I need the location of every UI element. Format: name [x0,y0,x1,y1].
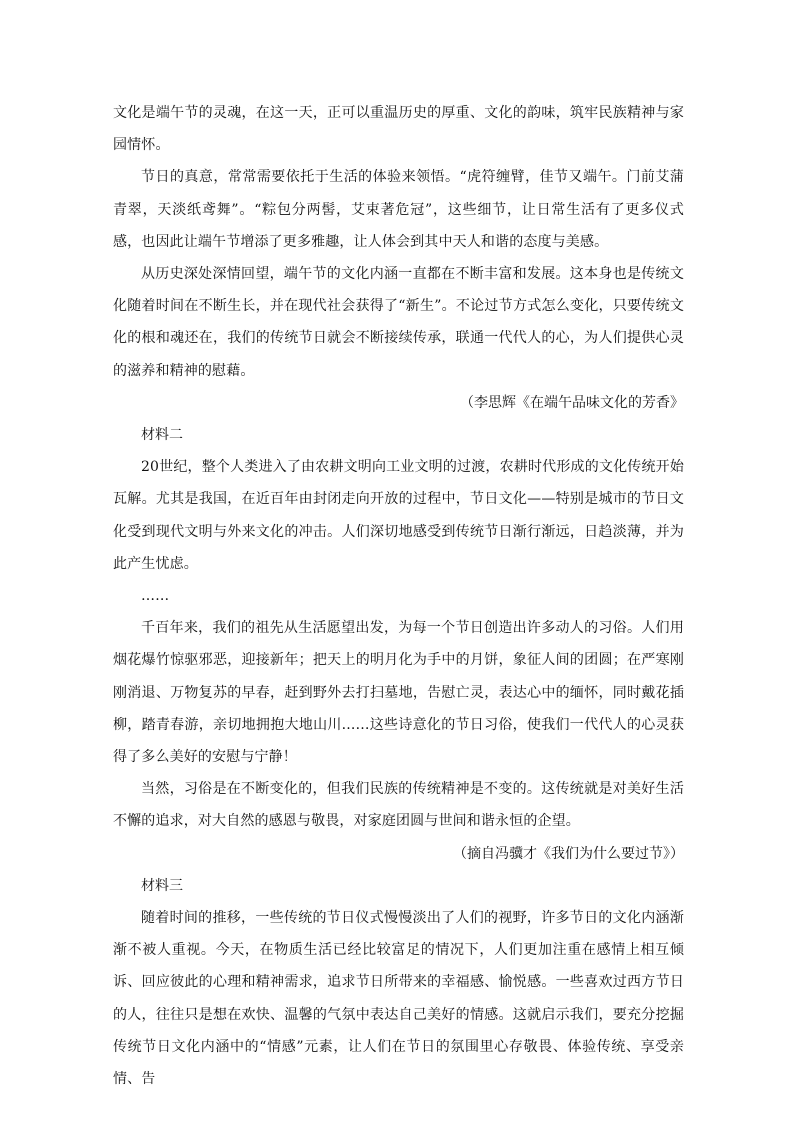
paragraph-2: 节日的真意，常常需要依托于生活的体验来领悟。“虎符缠臂，佳节又端午。门前艾蒲青翠，天淡纸鸢舞”。“粽包分两髻，艾束著危冠”，这些细节，让日常生活有了更多仪式感，也因此让端午节增添了更多雅趣，让人体会到其中天人和谐的态度与美感。 [113,169,684,250]
paragraph-7: 随着时间的推移，一些传统的节日仪式慢慢淡出了人们的视野，许多节日的文化内涵渐渐不被人重视。今天，在物质生活已经比较富足的情况下，人们更加注重在感情上相互倾诉、回应彼此的心理和精神需求，追求节日所带来的幸福感、愉悦感。一些喜欢过西方节日的人，往往只是想在欢快、温馨的气氛中表达自己美好的情感。这就启示我们，要充分挖掘传统节日文化内涵中的“情感”元素，让人们在节日的氛围里心存敬畏、体验传统、享受亲情、告 [113,910,684,1088]
paragraph-4: 20世纪，整个人类进入了由农耕文明向工业文明的过渡，农耕时代形成的文化传统开始瓦解。尤其是我国，在近百年由封闭走向开放的过程中，节日文化——特别是城市的节日文化受到现代文明与外来文化的冲击。人们深切地感受到传统节日渐行渐远，日趋淡薄，并为此产生忧虑。 [113,459,684,572]
paragraph-5: 千百年来，我们的祖先从生活愿望出发，为每一个节日创造出许多动人的习俗。人们用烟花爆竹惊驱邪恶，迎接新年；把天上的明月化为手中的月饼，象征人间的团圆；在严寒刚刚消退、万物复苏的早春，赶到野外去打扫墓地，告慰亡灵，表达心中的缅怀，同时戴花插柳，踏青春游，亲切地拥抱大地山川...…这些诗意化的节日习俗，使我们一代代人的心灵获得了多么美好的安慰与宁静！ [113,620,684,766]
paragraph-3: 从历史深处深情回望，端午节的文化内涵一直都在不断丰富和发展。这本身也是传统文化随着时间在不断生长，并在现代社会获得了“新生”。不论过节方式怎么变化，只要传统文化的根和魂还在，我们的传统节日就会不断接续传承，联通一代代人的心，为人们提供心灵的滋养和精神的慰藉。 [113,266,684,379]
ellipsis-line: …… [141,588,170,605]
section-heading-material-3: 材料三 [141,877,183,894]
paragraph-6: 当然，习俗是在不断变化的，但我们民族的传统精神是不变的。这传统就是对美好生活不懈的追求，对大自然的感恩与敬畏，对家庭团圆与世间和谐永恒的企望。 [113,781,684,830]
section-heading-material-2: 材料二 [141,427,183,444]
document-page [113,97,684,1095]
source-citation-2: （摘自冯骥才《我们为什么要过节》） [453,845,684,862]
paragraph-1: 文化是端午节的灵魂，在这一天，正可以重温历史的厚重、文化的韵味，筑牢民族精神与家园情怀。 [113,105,684,154]
source-citation-1: （李思辉《在端午品味文化的芳香》 [460,394,684,411]
